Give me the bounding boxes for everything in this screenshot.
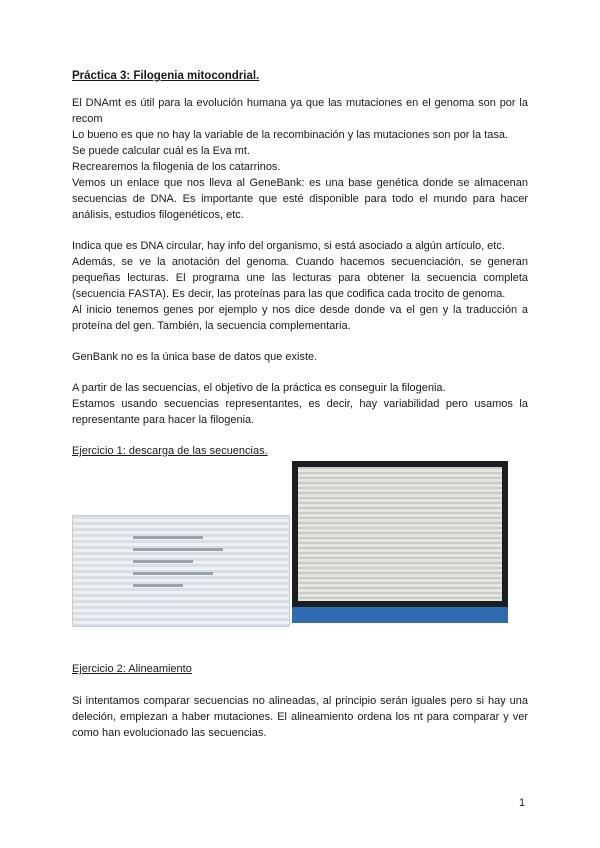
- exercise1-heading: Ejercicio 1: descarga de las secuencias.: [72, 445, 268, 457]
- paragraph: Lo bueno es que no hay la variable de la recombinación y las mutaciones son por la tasa.: [72, 129, 508, 141]
- document-page: [72, 70, 528, 741]
- screenshot-photos: [72, 461, 528, 637]
- laptop-screen-photo: [292, 461, 508, 623]
- paragraph: El DNAmt es útil para la evolución humana ya que las mutaciones en el genoma son por la recom: [72, 97, 528, 125]
- genbank-note-section: [72, 349, 528, 365]
- intro-section: [72, 95, 528, 223]
- paragraph: Indica que es DNA circular, hay info del organismo, si está asociado a algún artículo, etc.: [72, 240, 505, 252]
- paragraph: A partir de las secuencias, el objetivo de la práctica es conseguir la filogenia.: [72, 382, 446, 394]
- page-number: 1: [519, 797, 526, 809]
- paragraph: Además, se ve la anotación del genoma. Cuando hacemos secuenciación, se generan pequeñas lecturas. El programa une las lecturas para obtener la secuencia completa (secuencia FASTA). Es decir, las proteínas para las que codifica cada trocito de genoma.: [72, 256, 528, 300]
- exercise2-heading: Ejercicio 2: Alineamiento: [72, 663, 192, 675]
- paragraph: Recrearemos la filogenia de los catarrinos.: [72, 161, 281, 173]
- page-title: Práctica 3: Filogenia mitocondrial.: [72, 70, 260, 82]
- paragraph: Vemos un enlace que nos lleva al GeneBank: es una base genética donde se almacenan secuencias de DNA. Es importante que esté disponible para todo el mundo para hacer análisis, estudios filogenéticos, etc.: [72, 177, 528, 221]
- sequences-section: [72, 380, 528, 428]
- paragraph: Estamos usando secuencias representantes, es decir, hay variabilidad pero usamos la representante para hacer la filogenia.: [72, 398, 528, 426]
- exercise2-section: [72, 661, 528, 741]
- paragraph: Si intentamos comparar secuencias no alineadas, al principio serán iguales pero si hay una deleción, empiezan a haber mutaciones. El alineamiento ordena los nt para comparar y ver como han evolucionado las secuencias.: [72, 695, 528, 739]
- paragraph: GenBank no es la única base de datos que existe.: [72, 351, 318, 363]
- paragraph: Al inicio tenemos genes por ejemplo y nos dice desde donde va el gen y la traducción a proteína del gen. También, la secuencia complementaria.: [72, 304, 528, 332]
- paragraph: Se puede calcular cuál es la Eva mt.: [72, 145, 250, 157]
- genbank-screen-photo: [72, 515, 290, 627]
- genbank-section: [72, 238, 528, 334]
- exercise1-section: [72, 443, 528, 637]
